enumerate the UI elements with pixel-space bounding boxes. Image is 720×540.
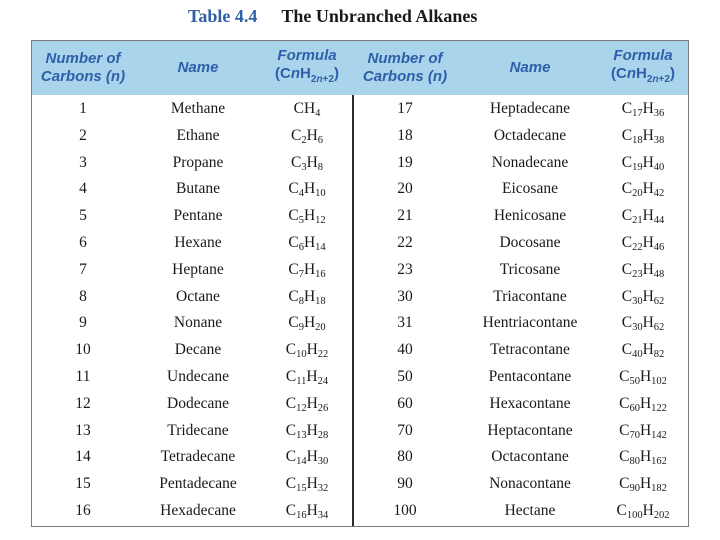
header-carbons-2 xyxy=(354,41,456,95)
cell-name: Decane xyxy=(174,341,222,359)
cell-name-2: Nonacontane xyxy=(489,475,571,493)
formula-hydrogen-symbol: H xyxy=(303,260,316,278)
cell-formula xyxy=(258,123,356,150)
cell-carbons: 6 xyxy=(79,234,87,251)
formula-carbon-count: 5 xyxy=(298,215,304,227)
formula-hydrogen-symbol: H xyxy=(639,448,652,466)
formula-carbon-count: 17 xyxy=(632,108,643,119)
cell-carbons: 1 xyxy=(79,100,87,117)
formula-hydrogen-symbol: H xyxy=(639,421,652,439)
cell-name: Undecane xyxy=(167,368,229,385)
formula-carbon-count: 15 xyxy=(296,483,307,495)
formula-carbon-count: 30 xyxy=(632,295,643,307)
cell-carbons-2: 19 xyxy=(397,153,413,171)
cell-carbons: 13 xyxy=(75,421,91,439)
cell-formula xyxy=(258,418,356,445)
table-row xyxy=(32,337,688,364)
formula-hydrogen-count: 22 xyxy=(317,349,329,361)
table-row xyxy=(32,284,688,311)
formula-carbon-symbol: C xyxy=(621,260,633,278)
header-formula xyxy=(258,41,356,95)
formula-carbon-count: 60 xyxy=(629,402,640,414)
formula-carbon-count: 2 xyxy=(301,134,307,146)
cell-carbons-2: 22 xyxy=(397,234,413,251)
table-row xyxy=(32,123,688,150)
header-name-2 xyxy=(462,41,598,95)
formula-hydrogen-symbol: H xyxy=(642,100,654,117)
cell-formula xyxy=(258,203,356,230)
cell-formula-2 xyxy=(598,176,688,203)
cell-formula xyxy=(258,176,356,203)
table-row xyxy=(32,203,688,230)
formula-carbon-count: 4 xyxy=(298,188,304,200)
formula-hydrogen-count: 46 xyxy=(653,242,665,253)
formula-hydrogen-symbol: H xyxy=(306,341,318,359)
formula-carbon-symbol: C xyxy=(616,502,627,519)
formula-carbon-count: 23 xyxy=(632,268,643,280)
table-row xyxy=(32,364,688,391)
cell-name: Nonane xyxy=(173,314,223,332)
formula-carbon-symbol: C xyxy=(619,394,630,412)
formula-hydrogen-count: 48 xyxy=(653,268,665,280)
formula-hydrogen-count: 12 xyxy=(315,215,326,227)
formula-carbon-symbol: C xyxy=(621,314,633,332)
formula-hydrogen-symbol: H xyxy=(639,475,652,493)
formula-carbon-count: 90 xyxy=(629,483,640,495)
formula-hydrogen-symbol: H xyxy=(303,234,316,251)
cell-name-2: Heptacontane xyxy=(487,421,573,439)
cell-formula-2 xyxy=(598,364,688,391)
cell-formula-2 xyxy=(598,310,688,337)
cell-carbons: 12 xyxy=(75,394,91,412)
cell-formula-2 xyxy=(598,257,688,284)
formula-hydrogen-count: 18 xyxy=(315,295,326,307)
formula-hydrogen-count: 36 xyxy=(653,108,665,119)
formula-carbon-symbol: C xyxy=(621,100,633,117)
formula-carbon-symbol: C xyxy=(619,368,630,385)
formula-hydrogen-count: 202 xyxy=(653,510,670,521)
cell-name: Hexane xyxy=(174,234,222,251)
formula-hydrogen-count: 42 xyxy=(653,188,665,200)
formula-carbon-symbol: C xyxy=(285,341,297,359)
formula-carbon-count: 12 xyxy=(296,402,307,414)
cell-name-2: Docosane xyxy=(499,234,561,251)
table-header xyxy=(32,41,688,95)
cell-name-2: Henicosane xyxy=(493,207,567,225)
formula-carbon-count: 70 xyxy=(629,429,640,441)
formula-hydrogen-symbol: H xyxy=(642,207,654,225)
formula-carbon-symbol: C xyxy=(285,475,297,493)
table-row xyxy=(32,444,688,471)
header-carbons-line1: Number of xyxy=(45,50,121,67)
cell-formula-2 xyxy=(598,391,688,418)
cell-formula-2 xyxy=(598,471,688,498)
formula-hydrogen-symbol: H xyxy=(306,368,318,385)
formula-carbon-symbol: C xyxy=(621,341,633,359)
cell-formula-2 xyxy=(598,498,688,525)
table-row xyxy=(32,498,688,525)
formula-hydrogen-count: 6 xyxy=(317,134,324,146)
cell-formula xyxy=(258,337,356,364)
cell-carbons-2: 100 xyxy=(393,502,417,519)
cell-formula-2 xyxy=(598,150,688,177)
formula-carbon-count: 20 xyxy=(632,188,643,200)
cell-carbons-2: 90 xyxy=(397,475,413,493)
cell-formula xyxy=(258,96,356,123)
cell-name: Pentadecane xyxy=(159,475,237,493)
formula-carbon-count: 16 xyxy=(296,510,307,521)
formula-hydrogen-symbol: H xyxy=(642,126,654,144)
formula-carbon-symbol: C xyxy=(285,421,297,439)
formula-carbon-count: 100 xyxy=(626,510,643,521)
cell-carbons: 10 xyxy=(75,341,91,359)
table-row xyxy=(32,176,688,203)
formula-carbon-symbol: C xyxy=(619,448,630,466)
formula-hydrogen-count: 30 xyxy=(317,456,329,468)
cell-name: Heptane xyxy=(172,260,224,278)
cell-formula-2 xyxy=(598,203,688,230)
formula-carbon-count: 30 xyxy=(632,322,643,334)
formula-hydrogen-count: 20 xyxy=(315,322,326,334)
table-row xyxy=(32,257,688,284)
formula-carbon-count: 3 xyxy=(301,161,307,173)
formula-hydrogen-count: 122 xyxy=(651,402,667,414)
formula-carbon-count: 22 xyxy=(632,242,643,253)
formula-hydrogen-symbol: H xyxy=(306,475,318,493)
formula-hydrogen-count: 26 xyxy=(317,402,329,414)
cell-name-2: Octadecane xyxy=(493,126,567,144)
table-row xyxy=(32,471,688,498)
cell-name-2: Pentacontane xyxy=(488,368,572,385)
cell-name-2: Triacontane xyxy=(493,287,567,305)
formula-carbon-count: 13 xyxy=(296,429,307,441)
formula-hydrogen-count: 62 xyxy=(653,322,665,334)
cell-carbons: 14 xyxy=(75,448,91,466)
formula-carbon-symbol: C xyxy=(290,126,302,144)
cell-name-2: Octacontane xyxy=(491,448,569,466)
formula-carbon-symbol: C xyxy=(290,153,302,171)
formula-carbon-symbol: C xyxy=(288,260,299,278)
cell-formula xyxy=(258,498,356,525)
formula-carbon-symbol: C xyxy=(619,421,630,439)
cell-formula-2 xyxy=(598,230,688,257)
formula-hydrogen-symbol: H xyxy=(642,502,654,519)
formula-hydrogen-symbol: H xyxy=(642,234,654,251)
cell-name: Tetradecane xyxy=(160,448,236,466)
formula-hydrogen-symbol: H xyxy=(306,153,318,171)
table-number: Table 4.4 xyxy=(188,6,258,26)
cell-name-2: Tricosane xyxy=(499,260,561,278)
formula-hydrogen-symbol: H xyxy=(642,153,654,171)
cell-carbons: 2 xyxy=(79,126,87,144)
formula-hydrogen-symbol: H xyxy=(306,448,318,466)
cell-formula xyxy=(258,471,356,498)
header-name xyxy=(150,41,246,95)
cell-formula xyxy=(258,257,356,284)
formula-carbon-symbol: C xyxy=(621,207,633,225)
formula-hydrogen-symbol: H xyxy=(639,394,652,412)
formula-hydrogen-symbol: H xyxy=(303,287,316,305)
table-row xyxy=(32,418,688,445)
cell-formula xyxy=(258,391,356,418)
formula-hydrogen-symbol: H xyxy=(306,421,318,439)
formula-hydrogen-count: 162 xyxy=(651,456,667,468)
formula-carbon-symbol: C xyxy=(285,502,297,519)
formula-hydrogen-count: 142 xyxy=(651,429,667,441)
cell-name: Dodecane xyxy=(167,394,229,412)
header-carbons-2-line1: Number of xyxy=(367,50,443,67)
table-row xyxy=(32,96,688,123)
cell-formula-2 xyxy=(598,123,688,150)
header-carbons-line2: Carbons (n) xyxy=(40,68,126,85)
formula-carbon-symbol: C xyxy=(288,234,299,251)
formula-carbon-symbol: C xyxy=(621,287,633,305)
formula-hydrogen-count: 62 xyxy=(653,295,665,307)
formula-carbon-count: 10 xyxy=(296,349,307,361)
formula-hydrogen-symbol: H xyxy=(642,314,654,332)
formula-carbon-symbol: C xyxy=(621,234,633,251)
header-carbons-2-line2: Carbons (n) xyxy=(362,68,448,85)
formula-hydrogen-count: 24 xyxy=(317,376,329,387)
cell-name-2: Eicosane xyxy=(502,180,558,198)
formula-carbon-symbol: C xyxy=(293,100,304,117)
formula-carbon-count: 14 xyxy=(296,456,307,468)
header-formula-2-line1: Formula xyxy=(613,47,673,64)
cell-name: Propane xyxy=(172,153,224,171)
cell-formula xyxy=(258,284,356,311)
formula-hydrogen-symbol: H xyxy=(303,207,316,225)
alkanes-table xyxy=(31,40,689,527)
formula-hydrogen-symbol: H xyxy=(642,260,654,278)
cell-formula-2 xyxy=(598,284,688,311)
cell-formula-2 xyxy=(598,444,688,471)
formula-carbon-count: 21 xyxy=(632,215,643,227)
cell-carbons: 11 xyxy=(75,368,91,385)
formula-hydrogen-count: 14 xyxy=(315,242,326,253)
cell-carbons: 15 xyxy=(75,475,91,493)
formula-hydrogen-symbol: H xyxy=(642,287,654,305)
cell-carbons: 7 xyxy=(79,260,87,278)
formula-carbon-count: 40 xyxy=(632,349,643,361)
formula-carbon-count: 18 xyxy=(632,134,643,146)
cell-formula-2 xyxy=(598,418,688,445)
formula-hydrogen-symbol: H xyxy=(642,341,654,359)
cell-name: Tridecane xyxy=(167,421,229,439)
formula-hydrogen-count: 16 xyxy=(315,268,326,280)
formula-carbon-count: 50 xyxy=(629,376,640,387)
formula-hydrogen-count: 44 xyxy=(653,215,665,227)
formula-hydrogen-count: 8 xyxy=(317,161,324,173)
formula-hydrogen-count: 10 xyxy=(315,188,326,200)
header-name-label: Name xyxy=(177,59,219,76)
cell-carbons: 8 xyxy=(79,287,87,305)
cell-name-2: Tetracontane xyxy=(490,341,570,359)
cell-carbons-2: 31 xyxy=(397,314,413,332)
cell-formula xyxy=(258,364,356,391)
cell-name-2: Heptadecane xyxy=(489,100,571,117)
formula-hydrogen-symbol: H xyxy=(642,180,654,198)
formula-hydrogen-count: 40 xyxy=(653,161,665,173)
formula-carbon-count: 9 xyxy=(298,322,304,334)
cell-name: Butane xyxy=(176,180,220,198)
cell-name: Octane xyxy=(176,287,220,305)
header-formula-2 xyxy=(598,41,688,95)
formula-hydrogen-symbol: H xyxy=(639,368,652,385)
formula-carbon-count: 19 xyxy=(632,161,643,173)
formula-hydrogen-count: 32 xyxy=(317,483,329,495)
header-name-2-label: Name xyxy=(509,59,551,76)
formula-carbon-symbol: C xyxy=(288,287,299,305)
formula-hydrogen-count: 38 xyxy=(653,134,665,146)
table-row xyxy=(32,310,688,337)
cell-carbons: 16 xyxy=(75,502,91,519)
cell-name-2: Hentriacontane xyxy=(482,314,578,332)
cell-carbons-2: 40 xyxy=(397,341,413,359)
cell-carbons: 9 xyxy=(79,314,87,332)
cell-name: Hexadecane xyxy=(160,502,236,519)
formula-carbon-symbol: C xyxy=(285,394,297,412)
table-row xyxy=(32,391,688,418)
header-formula-2-line2: (CnH$_{2n+2}$) xyxy=(611,65,675,85)
table-row xyxy=(32,150,688,177)
formula-hydrogen-count: 28 xyxy=(317,429,329,441)
cell-formula xyxy=(258,150,356,177)
formula-carbon-symbol: C xyxy=(621,126,633,144)
formula-hydrogen-count: 82 xyxy=(653,349,665,361)
cell-name-2: Hectane xyxy=(504,502,556,519)
cell-name-2: Hexacontane xyxy=(489,394,571,412)
formula-hydrogen-count: 34 xyxy=(317,510,329,521)
cell-formula-2 xyxy=(598,96,688,123)
cell-carbons-2: 50 xyxy=(397,368,413,385)
cell-carbons: 5 xyxy=(79,207,87,225)
formula-carbon-count: 7 xyxy=(298,268,304,280)
cell-formula xyxy=(258,444,356,471)
formula-hydrogen-symbol: H xyxy=(306,394,318,412)
table-row xyxy=(32,230,688,257)
formula-carbon-count: 80 xyxy=(629,456,640,468)
cell-carbons-2: 20 xyxy=(397,180,413,198)
cell-carbons-2: 23 xyxy=(397,260,413,278)
formula-carbon-count: 11 xyxy=(296,376,307,387)
cell-formula-2 xyxy=(598,337,688,364)
cell-carbons-2: 21 xyxy=(397,207,413,225)
header-formula-line1: Formula xyxy=(277,47,337,64)
formula-carbon-count: 8 xyxy=(298,295,304,307)
cell-name: Pentane xyxy=(173,207,223,225)
formula-carbon-symbol: C xyxy=(285,368,297,385)
cell-carbons-2: 30 xyxy=(397,287,413,305)
cell-name-2: Nonadecane xyxy=(491,153,569,171)
cell-name: Ethane xyxy=(176,126,220,144)
formula-carbon-symbol: C xyxy=(285,448,297,466)
formula-carbon-symbol: C xyxy=(621,180,633,198)
formula-hydrogen-symbol: H xyxy=(303,100,316,117)
formula-hydrogen-symbol: H xyxy=(303,314,316,332)
formula-carbon-symbol: C xyxy=(288,180,299,198)
table-caption xyxy=(188,6,477,32)
cell-carbons-2: 17 xyxy=(397,100,413,117)
formula-hydrogen-symbol: H xyxy=(303,180,316,198)
formula-hydrogen-count: 4 xyxy=(315,108,321,119)
cell-name: Methane xyxy=(170,100,226,117)
cell-formula xyxy=(258,310,356,337)
formula-hydrogen-count: 182 xyxy=(651,483,667,495)
formula-hydrogen-count: 102 xyxy=(651,376,667,387)
formula-carbon-symbol: C xyxy=(288,207,299,225)
header-formula-line2: (CnH$_{2n+2}$) xyxy=(275,65,339,85)
formula-carbon-symbol: C xyxy=(288,314,299,332)
cell-carbons-2: 70 xyxy=(397,421,413,439)
cell-carbons: 3 xyxy=(79,153,87,171)
cell-carbons: 4 xyxy=(79,180,87,198)
cell-formula xyxy=(258,230,356,257)
cell-carbons-2: 80 xyxy=(397,448,413,466)
cell-carbons-2: 18 xyxy=(397,126,413,144)
formula-carbon-count: 6 xyxy=(298,242,304,253)
formula-hydrogen-symbol: H xyxy=(306,126,318,144)
cell-carbons-2: 60 xyxy=(397,394,413,412)
formula-hydrogen-symbol: H xyxy=(306,502,318,519)
formula-carbon-symbol: C xyxy=(619,475,630,493)
header-carbons xyxy=(32,41,134,95)
table-title: The Unbranched Alkanes xyxy=(281,6,478,26)
formula-carbon-symbol: C xyxy=(621,153,633,171)
